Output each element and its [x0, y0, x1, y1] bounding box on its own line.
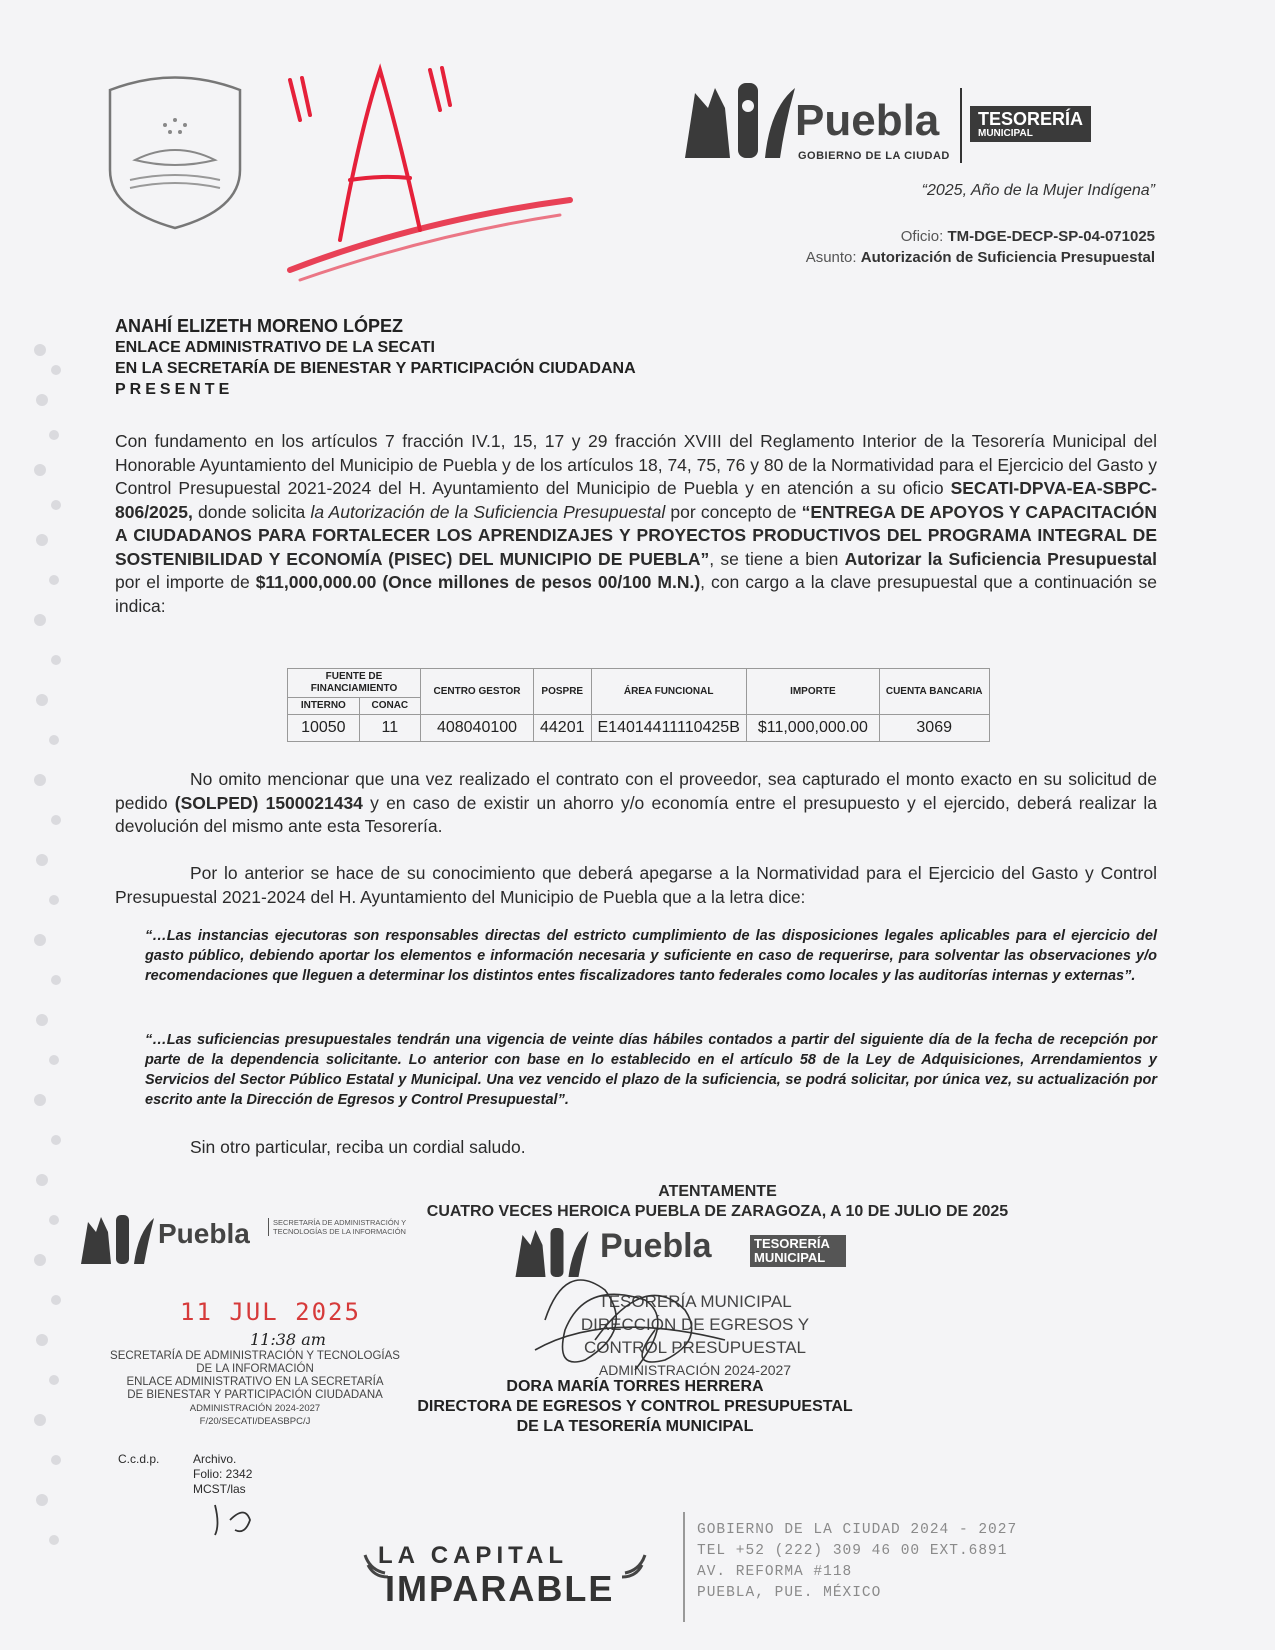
received-date-stamp: 11 JUL 2025 [180, 1298, 361, 1326]
signer-block [380, 1377, 890, 1437]
initials-text: MCST/las [193, 1482, 246, 1496]
th-interno: INTERNO [288, 698, 360, 715]
receipt-line-1: SECRETARÍA DE ADMINISTRACIÓN Y TECNOLOGÍAS [110, 1350, 400, 1362]
treasury-line-4: ADMINISTRACIÓN 2024-2027 [598, 1362, 792, 1378]
stamp-brand-right: Puebla [600, 1227, 712, 1265]
puebla-tesoreria-logo [680, 78, 1150, 173]
quote-2: “…Las suficiencias presupuestales tendrán una vigencia de veinte días hábiles contados a partir del siguiente día de la fecha de recepción por parte de la dependencia solicitante. Lo anterior con base en lo establecido en el artículo 58 de la Ley de Adquisiciones, Arrendamientos y Servicios del Sector Público Estatal y Municipal. Una vez vencido el plazo de la suficiencia, se podrá solicitar, por única vez, su actualización por escrito ante la Dirección de Egresos y Control Presupuestal”. [145, 1032, 1157, 1108]
th-fuente: FUENTE DE FINANCIAMIENTO [288, 669, 421, 698]
puebla-emblem-small-icon [78, 1212, 158, 1267]
table-header-row [288, 669, 990, 698]
cell-area: E14014411110425B [591, 715, 746, 742]
p1-text-b: donde solicita [192, 501, 311, 522]
p1-text-c: por concepto de [665, 501, 802, 522]
receipt-line-4: DE BIENESTAR Y PARTICIPACIÓN CIUDADANA [127, 1389, 383, 1401]
brand-subtitle: GOBIERNO DE LA CIUDAD [798, 150, 950, 162]
receipt-line-5: ADMINISTRACIÓN 2024-2027 [189, 1403, 321, 1414]
receipt-line-2: DE LA INFORMACIÓN [196, 1363, 314, 1375]
th-importe: IMPORTE [746, 669, 879, 715]
oficio-label: Oficio: [900, 228, 944, 245]
cell-centro: 408040100 [421, 715, 534, 742]
footer-info [697, 1520, 1017, 1604]
receipt-line-3: ENLACE ADMINISTRATIVO EN LA SECRETARÍA [126, 1376, 384, 1388]
p1-text-a: Con fundamento en los artículos 7 fracción IV.1, 15, 17 y 29 fracción XVIII del Reglamento Interior de la Tesorería Municipal del Honorable Ayuntamiento del Municipio de Puebla y de los artículos 18, 74, 75, 76 y 80 de la Normatividad para el Ejercicio del Gasto y Control Presupuestal 2021-2024 del H. Ayuntamiento del Municipio de Puebla y en atención a su oficio [115, 431, 1157, 498]
dept-badge [970, 106, 1091, 142]
p2-solped: (SOLPED) 1500021434 [174, 792, 363, 813]
handwritten-mark-text: "A" [380, 170, 382, 171]
footer-info-4: PUEBLA, PUE. MÉXICO [697, 1585, 882, 1601]
dept-sub: MUNICIPAL [978, 128, 1033, 139]
body-paragraph-3: Por lo anterior se hace de su conocimiento que deberá apegarse a la Normatividad para el Ejercicio del Gasto y Control Presupuestal 2021-2024 del H. Ayuntamiento del Municipio de Puebla que a la letra dice: [115, 863, 1157, 907]
cell-conac: 11 [359, 715, 420, 742]
footer-divider [683, 1512, 685, 1622]
cell-cuenta: 3069 [879, 715, 989, 742]
brand-name: Puebla [795, 96, 940, 145]
th-area: ÁREA FUNCIONAL [591, 669, 746, 715]
puebla-emblem-icon [680, 78, 800, 163]
secati-receipt-logo [78, 1212, 428, 1267]
addressee-line1: ENLACE ADMINISTRATIVO DE LA SECATI [115, 339, 435, 356]
cell-pospre: 44201 [534, 715, 592, 742]
slogan-line-2: IMPARABLE [385, 1568, 615, 1609]
signer-title: DIRECTORA DE EGRESOS Y CONTROL PRESUPUESTAL [417, 1398, 853, 1415]
initials-scribble [205, 1500, 275, 1540]
p1-text-e: por el importe de [115, 572, 256, 592]
received-time: 11:38 am [250, 1330, 326, 1349]
addressee-name: ANAHÍ ELIZETH MORENO LÓPEZ [115, 316, 403, 336]
closing-line: Sin otro particular, reciba un cordial saludo. [190, 1137, 526, 1157]
th-cuenta: CUENTA BANCARIA [879, 669, 989, 715]
signer-name: DORA MARÍA TORRES HERRERA [506, 1378, 764, 1395]
body-paragraph-1 [115, 430, 1157, 618]
footer-info-3: AV. REFORMA #118 [697, 1564, 853, 1580]
cell-importe: $11,000,000.00 [746, 715, 879, 742]
year-motto: “2025, Año de la Mujer Indígena” [921, 182, 1155, 199]
treasury-line-3: CONTROL PRESUPUESTAL [584, 1338, 806, 1357]
addressee-block [115, 316, 636, 400]
folio-number: Folio: 2342 [193, 1467, 253, 1481]
oficio-number: TM-DGE-DECP-SP-04-071025 [947, 228, 1155, 245]
th-pospre: POSPRE [534, 669, 592, 715]
receipt-line-6: F/20/SECATI/DEASBPC/J [199, 1416, 311, 1427]
cell-interno: 10050 [288, 715, 360, 742]
p1-amount: $11,000,000.00 (Once millones de pesos 00/100 M.N.) [255, 572, 701, 592]
logo-divider [960, 88, 962, 163]
p1-concept: “ENTREGA DE APOYOS Y CAPACITACIÓN A CIUDADANOS PARA FORTALECER LOS APRENDIZAJES Y PROYECTOS PRODUCTIVOS DEL PROGRAMA INTEGRAL DE SOSTENIBILIDAD Y ECONOMÍA (PISEC) DEL MUNICIPIO DE PUEBLA” [115, 501, 1157, 569]
side-decorative-pattern [28, 340, 68, 1620]
dept-name: TESORERÍA [978, 109, 1084, 129]
asunto-value: Autorización de Suficiencia Presupuestal [860, 249, 1155, 266]
receipt-stamp-text [95, 1350, 415, 1428]
table-row [288, 715, 990, 742]
signer-org: DE LA TESORERÍA MUNICIPAL [516, 1418, 754, 1435]
footer-info-1: GOBIERNO DE LA CIUDAD 2024 - 2027 [697, 1522, 1018, 1538]
stamp-left-dept: SECRETARÍA DE ADMINISTRACIÓN Y TECNOLOGÍAS DE LA INFORMACIÓN [268, 1218, 423, 1236]
stamp-brand-left: Puebla [158, 1218, 250, 1249]
archivo-label: Archivo. [193, 1452, 237, 1466]
oficio-block [806, 226, 1155, 268]
city-date: CUATRO VECES HEROICA PUEBLA DE ZARAGOZA, A 10 DE JULIO DE 2025 [426, 1203, 1009, 1220]
ccp-label: C.c.d.p. [118, 1452, 160, 1466]
footer-info-2: TEL +52 (222) 309 46 00 EXT.6891 [697, 1543, 1008, 1559]
signature-scribble [525, 1250, 775, 1390]
quote-1: “…Las instancias ejecutoras son responsables directas del estricto cumplimiento de las disposiciones legales aplicables para el ejercicio del gasto público, debiendo aportar los elementos e información necesaria y suficiente en caso de requerirse, para solventar las observaciones y/o recomendaciones que lleguen a determinar los distintos entes fiscalizadores tanto federales como locales y las auditorías internas y externas”. [145, 928, 1157, 984]
p2-text-b: y en caso de existir un ahorro y/o economía entre el presupuesto y el ejercido, deberá realizar la devolución del mismo ante esta Tesorería. [115, 792, 1157, 836]
archivo-block [193, 1452, 252, 1497]
th-centro: CENTRO GESTOR [421, 669, 534, 715]
p2-text-a: No omito mencionar que una vez realizado el contrato con el proveedor, sea capturado el monto exacto en su solicitud de pedido [115, 769, 1157, 813]
stamp-right-dept: TESORERÍA MUNICIPAL [750, 1235, 846, 1267]
p1-italic: la Autorización de la Suficiencia Presupuestal [310, 501, 666, 522]
handwritten-red-a-mark [270, 50, 590, 290]
addressee-line2: EN LA SECRETARÍA DE BIENESTAR Y PARTICIPACIÓN CIUDADANA [115, 360, 636, 377]
coat-of-arms-icon [95, 70, 255, 230]
addressee-presente: PRESENTE [115, 381, 234, 398]
slogan-line-1: LA CAPITAL [378, 1542, 568, 1569]
p1-authorize: Autorizar la Suficiencia Presupuestal [844, 548, 1158, 569]
p1-text-f: , con cargo a la clave presupuestal que a continuación se indica: [115, 572, 1157, 616]
th-conac: CONAC [359, 698, 420, 715]
atentamente: ATENTAMENTE [658, 1183, 777, 1200]
treasury-line-1: TESORERÍA MUNICIPAL [598, 1292, 792, 1311]
asunto-label: Asunto: [805, 249, 857, 266]
body-paragraph-2 [115, 768, 1157, 839]
p1-reference: SECATI-DPVA-EA-SBPC-806/2025, [115, 478, 1157, 522]
budget-key-table [287, 668, 990, 742]
treasury-line-2: DIRECCIÓN DE EGRESOS Y [580, 1315, 810, 1334]
p1-text-d: , se tiene a bien [709, 548, 845, 569]
